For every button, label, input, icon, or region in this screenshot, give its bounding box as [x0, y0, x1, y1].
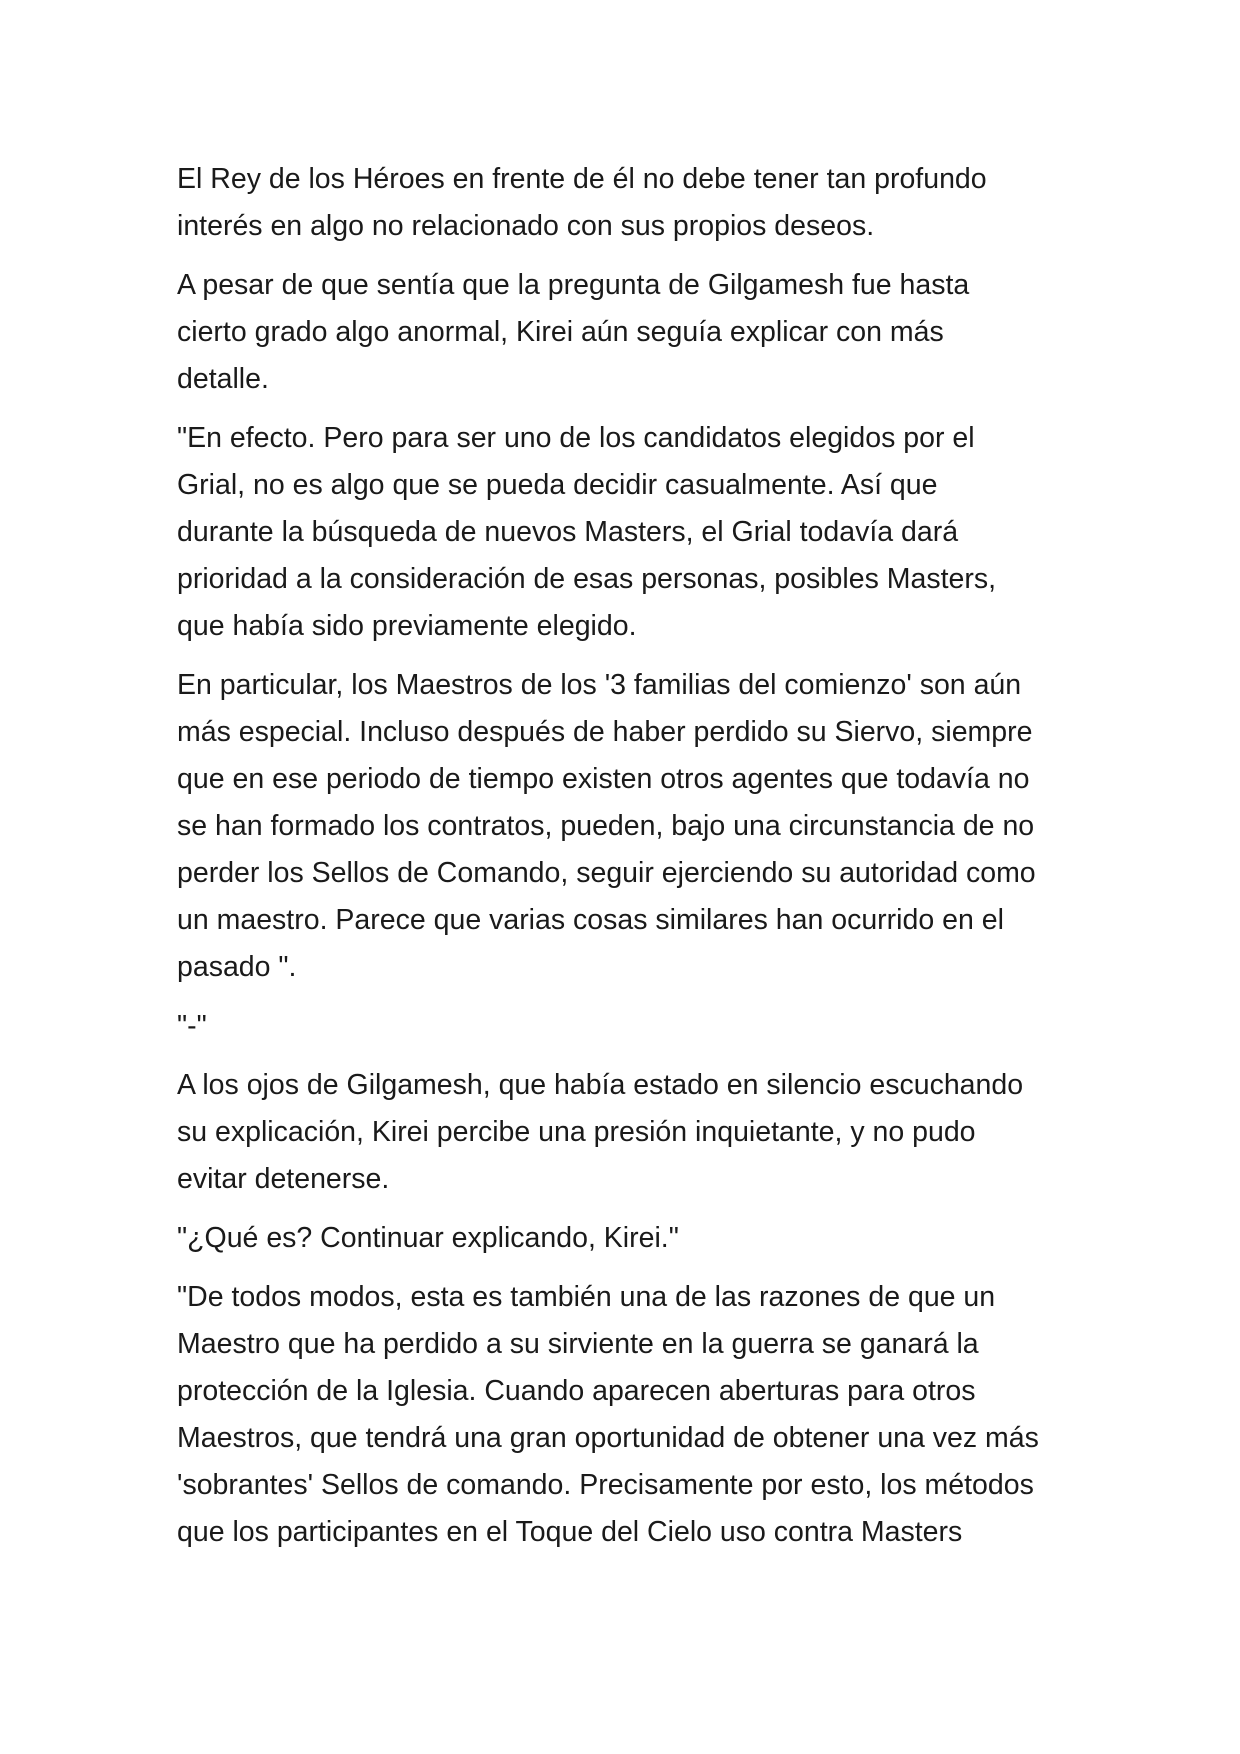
text-line: "¿Qué es? Continuar explicando, Kirei.": [177, 1222, 679, 1254]
text-line: evitar detenerse.: [177, 1163, 390, 1195]
text-line: que los participantes en el Toque del Cielo uso contra Masters: [177, 1516, 963, 1548]
text-line: pasado ".: [177, 951, 297, 983]
text-line: se han formado los contratos, pueden, bajo una circunstancia de no: [177, 810, 1035, 842]
paragraph: [177, 1062, 1077, 1203]
paragraph: [177, 1215, 1077, 1262]
text-line: durante la búsqueda de nuevos Masters, el Grial todavía dará: [177, 516, 959, 548]
text-line: perder los Sellos de Comando, seguir ejerciendo su autoridad como: [177, 857, 1036, 889]
text-line: protección de la Iglesia. Cuando aparecen aberturas para otros: [177, 1375, 976, 1407]
body-text: [177, 156, 1077, 1568]
paragraph: [177, 415, 1077, 650]
paragraph: [177, 1274, 1077, 1556]
text-line: que había sido previamente elegido.: [177, 610, 637, 642]
text-line: Maestros, que tendrá una gran oportunidad de obtener una vez más: [177, 1422, 1039, 1454]
text-line: El Rey de los Héroes en frente de él no debe tener tan profundo: [177, 163, 987, 195]
text-line: interés en algo no relacionado con sus propios deseos.: [177, 210, 875, 242]
text-line: cierto grado algo anormal, Kirei aún seguía explicar con más: [177, 316, 944, 348]
paragraph: [177, 262, 1077, 403]
text-line: A pesar de que sentía que la pregunta de Gilgamesh fue hasta: [177, 269, 970, 301]
text-line: "En efecto. Pero para ser uno de los candidatos elegidos por el: [177, 422, 975, 454]
paragraph: [177, 156, 1077, 250]
paragraph: [177, 1003, 1077, 1050]
text-line: 'sobrantes' Sellos de comando. Precisamente por esto, los métodos: [177, 1469, 1034, 1501]
text-line: más especial. Incluso después de haber perdido su Siervo, siempre: [177, 716, 1033, 748]
text-line: un maestro. Parece que varias cosas similares han ocurrido en el: [177, 904, 1004, 936]
text-line: prioridad a la consideración de esas personas, posibles Masters,: [177, 563, 997, 595]
text-line: detalle.: [177, 363, 269, 395]
paragraph: [177, 662, 1077, 991]
text-line: En particular, los Maestros de los '3 familias del comienzo' son aún: [177, 669, 1022, 701]
text-line: que en ese periodo de tiempo existen otros agentes que todavía no: [177, 763, 1030, 795]
text-line: A los ojos de Gilgamesh, que había estado en silencio escuchando: [177, 1069, 1024, 1101]
text-line: "De todos modos, esta es también una de las razones de que un: [177, 1281, 996, 1313]
text-line: Grial, no es algo que se pueda decidir casualmente. Así que: [177, 469, 938, 501]
text-line: Maestro que ha perdido a su sirviente en la guerra se ganará la: [177, 1328, 979, 1360]
text-line: "-": [177, 1010, 207, 1042]
text-line: su explicación, Kirei percibe una presión inquietante, y no pudo: [177, 1116, 976, 1148]
